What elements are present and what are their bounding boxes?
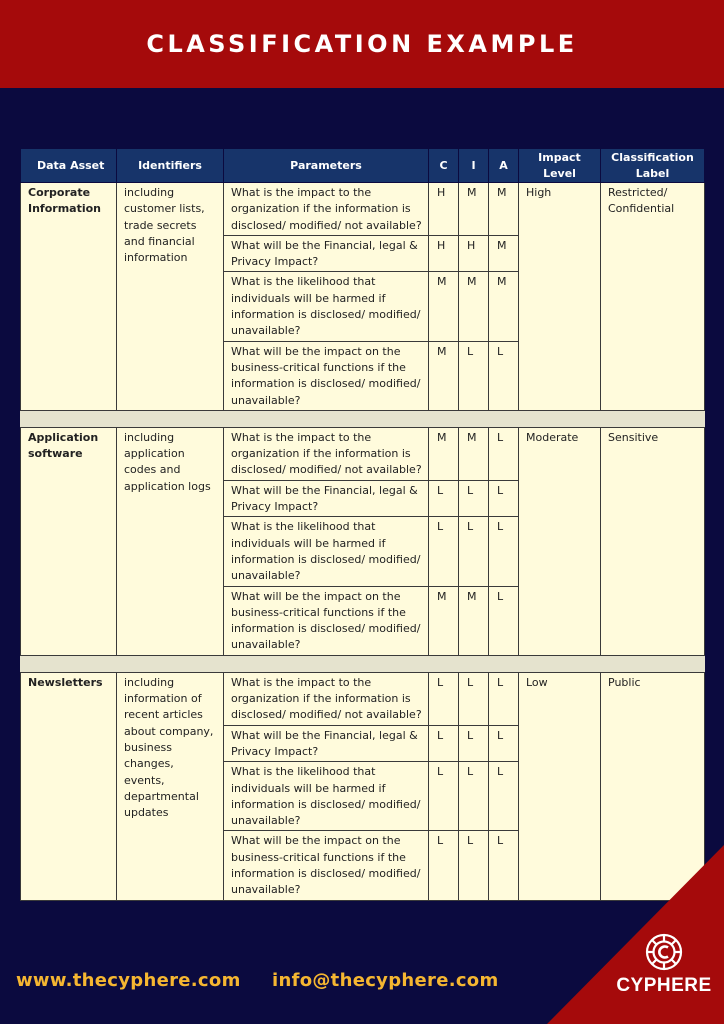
integrity-rating: L <box>459 672 489 725</box>
availability-rating: L <box>489 831 519 900</box>
column-header-identifiers: Identifiers <box>117 149 224 183</box>
cyphere-logo <box>612 932 716 997</box>
parameter-cell: What will be the Financial, legal & Privacy Impact? <box>224 235 429 272</box>
availability-rating: L <box>489 586 519 655</box>
classification-table <box>20 148 705 901</box>
availability-rating: L <box>489 672 519 725</box>
confidentiality-rating: L <box>429 480 459 517</box>
integrity-rating: M <box>459 586 489 655</box>
availability-rating: M <box>489 183 519 236</box>
title-banner <box>0 0 724 88</box>
email-link[interactable]: info@thecyphere.com <box>272 970 499 991</box>
parameter-cell: What is the likelihood that individuals will be harmed if information is disclosed/ modified/ unavailable? <box>224 762 429 831</box>
parameter-cell: What will be the impact on the business-critical functions if the information is disclosed/ modified/ unavailable? <box>224 341 429 410</box>
integrity-rating: L <box>459 480 489 517</box>
data-asset-cell: Newsletters <box>21 672 117 900</box>
confidentiality-rating: L <box>429 831 459 900</box>
integrity-rating: M <box>459 427 489 480</box>
integrity-rating: L <box>459 831 489 900</box>
availability-rating: L <box>489 762 519 831</box>
parameter-cell: What is the likelihood that individuals will be harmed if information is disclosed/ modified/ unavailable? <box>224 272 429 341</box>
page-title: CLASSIFICATION EXAMPLE <box>146 30 578 58</box>
availability-rating: L <box>489 725 519 762</box>
data-asset-cell: Corporate Information <box>21 183 117 411</box>
confidentiality-rating: H <box>429 235 459 272</box>
identifiers-cell: including customer lists, trade secrets and financial information <box>117 183 224 411</box>
confidentiality-rating: M <box>429 272 459 341</box>
parameter-cell: What is the impact to the organization if the information is disclosed/ modified/ not available? <box>224 672 429 725</box>
integrity-rating: M <box>459 272 489 341</box>
confidentiality-rating: L <box>429 762 459 831</box>
classification-label-cell: Sensitive <box>601 427 705 655</box>
parameter-cell: What will be the Financial, legal & Privacy Impact? <box>224 480 429 517</box>
column-header-parameters: Parameters <box>224 149 429 183</box>
impact-level-cell: High <box>519 183 601 411</box>
website-link[interactable]: www.thecyphere.com <box>16 970 241 991</box>
availability-rating: L <box>489 480 519 517</box>
availability-rating: M <box>489 235 519 272</box>
section-separator <box>21 410 705 427</box>
identifiers-cell: including information of recent articles about company, business changes, events, departmental updates <box>117 672 224 900</box>
classification-label-cell: Restricted/ Confidential <box>601 183 705 411</box>
table-row <box>21 672 705 725</box>
confidentiality-rating: L <box>429 672 459 725</box>
parameter-cell: What is the likelihood that individuals will be harmed if information is disclosed/ modified/ unavailable? <box>224 517 429 586</box>
brand-name: CYPHERE <box>616 975 712 996</box>
integrity-rating: L <box>459 762 489 831</box>
column-header-classification-label: Classification Label <box>601 149 705 183</box>
integrity-rating: M <box>459 183 489 236</box>
table-header-row <box>21 149 705 183</box>
confidentiality-rating: M <box>429 427 459 480</box>
parameter-cell: What will be the Financial, legal & Privacy Impact? <box>224 725 429 762</box>
column-header-c: C <box>429 149 459 183</box>
impact-level-cell: Low <box>519 672 601 900</box>
parameter-cell: What is the impact to the organization if the information is disclosed/ modified/ not available? <box>224 427 429 480</box>
confidentiality-rating: M <box>429 341 459 410</box>
availability-rating: L <box>489 427 519 480</box>
cyphere-emblem-icon <box>644 932 684 972</box>
integrity-rating: L <box>459 725 489 762</box>
integrity-rating: H <box>459 235 489 272</box>
parameter-cell: What will be the impact on the business-critical functions if the information is disclosed/ modified/ unavailable? <box>224 586 429 655</box>
column-header-impact-level: Impact Level <box>519 149 601 183</box>
confidentiality-rating: H <box>429 183 459 236</box>
classification-label-cell: Public <box>601 672 705 900</box>
table-row <box>21 427 705 480</box>
availability-rating: M <box>489 272 519 341</box>
column-header-i: I <box>459 149 489 183</box>
parameter-cell: What is the impact to the organization if the information is disclosed/ modified/ not available? <box>224 183 429 236</box>
parameter-cell: What will be the impact on the business-critical functions if the information is disclosed/ modified/ unavailable? <box>224 831 429 900</box>
confidentiality-rating: M <box>429 586 459 655</box>
column-header-data-asset: Data Asset <box>21 149 117 183</box>
integrity-rating: L <box>459 517 489 586</box>
confidentiality-rating: L <box>429 725 459 762</box>
column-header-a: A <box>489 149 519 183</box>
identifiers-cell: including application codes and application logs <box>117 427 224 655</box>
section-separator <box>21 655 705 672</box>
availability-rating: L <box>489 341 519 410</box>
availability-rating: L <box>489 517 519 586</box>
impact-level-cell: Moderate <box>519 427 601 655</box>
confidentiality-rating: L <box>429 517 459 586</box>
table-row <box>21 183 705 236</box>
integrity-rating: L <box>459 341 489 410</box>
data-asset-cell: Application software <box>21 427 117 655</box>
